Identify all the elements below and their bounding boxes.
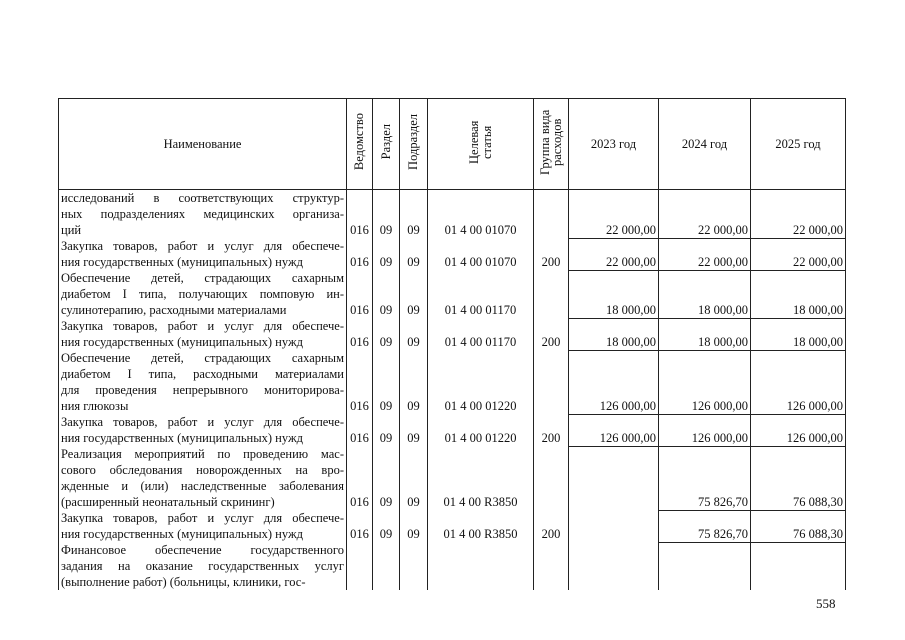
row-name-line: ния государственных (муниципальных) нужд: [61, 335, 303, 349]
cell-y2024: 126 000,00: [659, 414, 751, 446]
cell-target: 01 4 00 01170: [428, 318, 534, 350]
row-name: [59, 350, 347, 414]
cell-subsection: 09: [400, 414, 428, 446]
cell-y2023: 126 000,00: [569, 350, 659, 414]
cell-dept: 016: [347, 414, 373, 446]
table-row: [59, 414, 846, 446]
header-2024: 2024 год: [659, 99, 751, 190]
header-dept: Ведомство: [347, 99, 373, 190]
row-name-line: Закупка товаров, работ и услуг для обеспече-: [61, 319, 344, 333]
table-row: [59, 350, 846, 414]
row-name: [59, 318, 347, 350]
cell-subsection: 09: [400, 318, 428, 350]
cell-target: [428, 542, 534, 590]
row-name-line: ния государственных (муниципальных) нужд: [61, 527, 303, 541]
header-section: Раздел: [373, 99, 400, 190]
cell-subsection: 09: [400, 270, 428, 318]
cell-section: [373, 542, 400, 590]
row-name-line: ния государственных (муниципальных) нужд: [61, 255, 303, 269]
cell-y2024: 18 000,00: [659, 318, 751, 350]
cell-section: 09: [373, 350, 400, 414]
row-name-line: жденные и (или) наследственные заболевания: [61, 479, 344, 493]
cell-dept: 016: [347, 350, 373, 414]
cell-y2024: 75 826,70: [659, 510, 751, 542]
row-name: [59, 414, 347, 446]
cell-y2023: 22 000,00: [569, 238, 659, 270]
cell-group: 200: [534, 414, 569, 446]
cell-y2023: 18 000,00: [569, 318, 659, 350]
row-name: [59, 238, 347, 270]
row-name: [59, 510, 347, 542]
row-name: [59, 542, 347, 590]
row-name-line: (расширенный неонатальный скрининг): [61, 495, 275, 509]
cell-y2024: 75 826,70: [659, 446, 751, 510]
cell-dept: 016: [347, 510, 373, 542]
cell-target: 01 4 00 01170: [428, 270, 534, 318]
cell-group: 200: [534, 318, 569, 350]
cell-section: 09: [373, 414, 400, 446]
cell-group: [534, 190, 569, 239]
table-header-row: [59, 99, 846, 190]
cell-target: 01 4 00 R3850: [428, 510, 534, 542]
cell-y2024: 126 000,00: [659, 350, 751, 414]
cell-group: [534, 270, 569, 318]
cell-target: 01 4 00 01220: [428, 414, 534, 446]
cell-group: 200: [534, 238, 569, 270]
table-row: [59, 318, 846, 350]
cell-y2025: 18 000,00: [751, 270, 846, 318]
row-name: [59, 446, 347, 510]
row-name-line: ных подразделениях медицинских организа-: [61, 207, 344, 221]
cell-y2023: [569, 446, 659, 510]
cell-subsection: 09: [400, 446, 428, 510]
row-name-line: Закупка товаров, работ и услуг для обеспече-: [61, 415, 344, 429]
table-row: [59, 446, 846, 510]
cell-y2023: [569, 510, 659, 542]
row-name-line: задания на оказание государственных услуг: [61, 559, 344, 573]
table-row: [59, 510, 846, 542]
cell-section: 09: [373, 318, 400, 350]
header-name: Наименование: [59, 99, 347, 190]
cell-y2025: 126 000,00: [751, 350, 846, 414]
row-name-line: Закупка товаров, работ и услуг для обеспече-: [61, 239, 344, 253]
cell-y2025: 76 088,30: [751, 510, 846, 542]
budget-table: [58, 98, 846, 590]
table-row: [59, 190, 846, 239]
header-2025: 2025 год: [751, 99, 846, 190]
header-expense-group: Группа вида расходов: [534, 99, 569, 190]
cell-target: 01 4 00 01070: [428, 238, 534, 270]
row-name-line: (выполнение работ) (больницы, клиники, гос-: [61, 575, 306, 589]
cell-dept: 016: [347, 190, 373, 239]
cell-section: 09: [373, 510, 400, 542]
cell-dept: 016: [347, 318, 373, 350]
row-name: [59, 270, 347, 318]
cell-group: 200: [534, 510, 569, 542]
row-name: [59, 190, 347, 239]
row-name-line: ния государственных (муниципальных) нужд: [61, 431, 303, 445]
cell-section: 09: [373, 190, 400, 239]
row-name-line: Финансовое обеспечение государственного: [61, 543, 344, 557]
cell-target: 01 4 00 R3850: [428, 446, 534, 510]
row-name-line: исследований в соответствующих структур-: [61, 191, 344, 205]
cell-subsection: 09: [400, 190, 428, 239]
cell-group: [534, 350, 569, 414]
cell-y2024: 18 000,00: [659, 270, 751, 318]
row-name-line: Закупка товаров, работ и услуг для обеспече-: [61, 511, 344, 525]
header-subsection: Подраздел: [400, 99, 428, 190]
cell-target: 01 4 00 01070: [428, 190, 534, 239]
budget-table-sheet: [58, 98, 845, 590]
row-name-line: ния глюкозы: [61, 399, 129, 413]
cell-y2024: [659, 542, 751, 590]
cell-group: [534, 542, 569, 590]
table-row: [59, 238, 846, 270]
cell-y2023: 18 000,00: [569, 270, 659, 318]
cell-y2024: 22 000,00: [659, 190, 751, 239]
cell-subsection: 09: [400, 510, 428, 542]
row-name-line: Реализация мероприятий по проведению мас-: [61, 447, 344, 461]
cell-subsection: 09: [400, 238, 428, 270]
cell-subsection: 09: [400, 350, 428, 414]
cell-dept: [347, 542, 373, 590]
table-row: [59, 270, 846, 318]
cell-target: 01 4 00 01220: [428, 350, 534, 414]
row-name-line: для проведения непрерывного мониторирова-: [61, 383, 344, 397]
cell-section: 09: [373, 238, 400, 270]
cell-y2025: [751, 542, 846, 590]
row-name-line: диабетом I типа, получающих помповую ин-: [61, 287, 344, 301]
cell-section: 09: [373, 270, 400, 318]
cell-y2023: [569, 542, 659, 590]
cell-y2025: 18 000,00: [751, 318, 846, 350]
cell-subsection: [400, 542, 428, 590]
cell-section: 09: [373, 446, 400, 510]
row-name-line: сулинотерапию, расходными материалами: [61, 303, 287, 317]
row-name-line: Обеспечение детей, страдающих сахарным: [61, 351, 344, 365]
header-2023: 2023 год: [569, 99, 659, 190]
cell-y2025: 22 000,00: [751, 190, 846, 239]
header-target: Целевая статья: [428, 99, 534, 190]
row-name-line: Обеспечение детей, страдающих сахарным: [61, 271, 344, 285]
cell-y2025: 126 000,00: [751, 414, 846, 446]
cell-dept: 016: [347, 270, 373, 318]
cell-y2023: 22 000,00: [569, 190, 659, 239]
row-name-line: ций: [61, 223, 82, 237]
page-number: 558: [816, 596, 836, 611]
table-row: [59, 542, 846, 590]
cell-y2025: 76 088,30: [751, 446, 846, 510]
row-name-line: диабетом I типа, расходными материалами: [61, 367, 344, 381]
cell-dept: 016: [347, 238, 373, 270]
cell-dept: 016: [347, 446, 373, 510]
cell-y2024: 22 000,00: [659, 238, 751, 270]
cell-group: [534, 446, 569, 510]
cell-y2023: 126 000,00: [569, 414, 659, 446]
row-name-line: сового обследования новорожденных на вро-: [61, 463, 344, 477]
cell-y2025: 22 000,00: [751, 238, 846, 270]
